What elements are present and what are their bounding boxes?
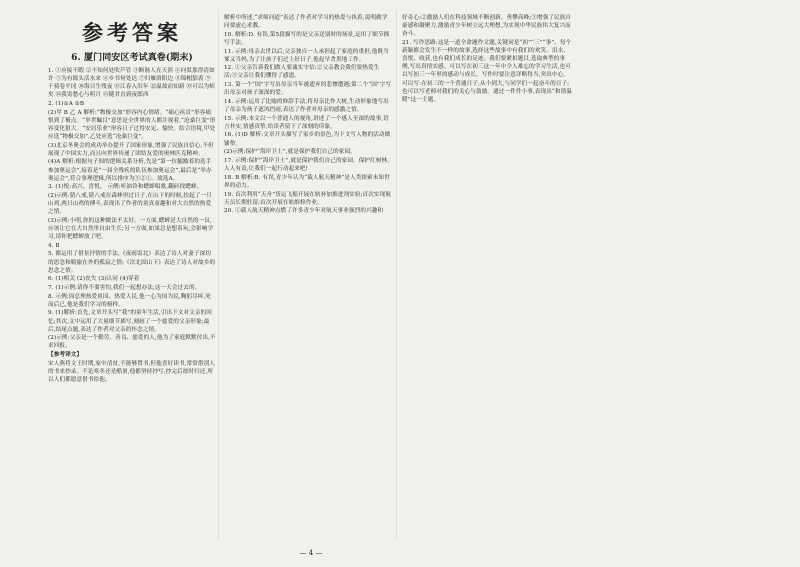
page-number: — 4 — [299,549,323,557]
answer-paragraph: (3)示例:小明,你的这种做法不太好。一方面,蟋蟀是大自然的一员,应该让它在大自然里自由生长;另一方面,如果总是想着玩,会影响学习,请你把蟋蟀放了吧。 [48,217,214,241]
answer-paragraph: 13. 第一个“国”字写出母亲当年被遗弃的悲惨遭遇;第二个“国”字写出母亲对孩子深深的爱。 [224,82,392,97]
answer-paragraph: (2)示例:保护“海岸卫士”,就是保护我们自己的家园。 [224,149,356,156]
answer-paragraph: (2)甲 B 乙 A 解析:“物极交加”形容内心情绪。“痛心疾首”形容痛恨到了极点。“举世瞩目”意思是全世界的人都注视着,“沧桑巨变”形容变化很大。“安居乐业”形容日子过得安定、愉快。结合语境,甲处应选“物极交加”,乙处应选“沧桑巨变”。 [48,109,216,140]
column-divider [218,10,219,540]
answer-column-1 [48,14,216,385]
answer-paragraph: 11. 示例:母亲去世以后,父亲独自一人承担起了家庭的重担,他既当爹又当妈,为了让孩子们过上好日子,他起早贪黑地工作。 [224,48,389,63]
answer-paragraph: 21. 写作思路:这是一道全命题作文题,关键词是“初”“三”“事”。每个新颖都会发生不一样的故事,选择这些故事中有我们的欢笑、泪水、喜悦、收获,也有我们成长的足迹。我们要紧扣题目,选取典型的事例,写出真情实感。可以写在初三这一年中令人难忘的学习生活,也可以写初三一年里的感动与成长。写作时要注意详略得当,突出中心。 [402,39,572,79]
answer-paragraph: 解析中所述,“求师问道”表达了作者对学习的热爱与执着,说明做学问要虚心求教。 [224,15,388,30]
answer-paragraph: 18. B 解析:B. 有误,青少年认为“载人航天精神”是人类探索未知世界的动力。 [224,174,390,189]
answer-paragraph: (2)示例:父亲是一个勤劳、善良、慈爱的人,他为了家庭默默付出,不求回报。 [48,335,216,350]
answer-list [224,14,392,215]
page-title: 参考答案 [82,20,182,45]
answer-paragraph: 宋人燕将文王时期,家中清贫,不能够置书,但他喜好读书,常常借别人的书来抄录。不论寒冬还是酷暑,他都坚持抄写,抄完后按时归还,所以人们都愿意借书给他。 [48,360,215,383]
answer-paragraph: 8. 示例:周总理热爱祖国、热爱人民,他一心为国为民,鞠躬尽瘁,死而后已,他是我们学习的榜样。 [48,293,212,308]
answer-paragraph: (2)示例:猜八戒,猜八戒在森林里过日子,在山下的时候,扶起了一只山鸡,两只山鸡的搏斗,表现出了作者的童真童趣和对大自然的热爱之情。 [48,192,212,216]
answer-paragraph: 12. ①父亲告诉我们做人要诚实守信;②父亲教会我们要热爱生活;③父亲让我们懂得了感恩。 [224,65,380,80]
answer-paragraph: 5. 都运用了借景抒情的手法,《夜雨寄北》表达了诗人对妻子深切的思念和羁旅在外的孤寂之情;《次北固山下》表达了诗人对故乡的思念之情。 [48,251,216,274]
answer-paragraph: 9. (1)解析:首先,文章开头写“我”的童年生活,引出下文对父亲的回忆;其次,文中运用了大量细节描写,刻画了一个慈爱的父亲形象;最后,结尾点题,表达了作者对父亲的怀念之情。 [48,310,212,333]
answer-paragraph: 6. (1)相关 (2)丧失 (3)认同 (4)穿着 [48,276,140,283]
answer-paragraph: 20. ①载人航天精神点燃了许多青少年对航天事业强烈的兴趣和 [224,208,384,215]
column-divider [396,10,397,540]
answer-paragraph: 7. (1)示例:请你不要害怕,我们一起想办法,这一天会过去的。 [48,284,201,291]
answer-list [48,67,216,384]
exam-subtitle: 6. 厦门同安区考试真卷(期末) [71,53,193,63]
answer-paragraph: 2. (1)①A ②B [48,100,85,107]
answer-column-2 [224,14,392,216]
answer-paragraph: (4)A 解析:根据句子间的逻辑关系分析,先是“第一位腿跛着的选手参加奥运会”,接着是“一届全残疾的队伍参加奥运会”,最后是“举办奥运会”,符合事理逻辑,所以排序为③②①。故选A。 [48,159,212,182]
answer-paragraph: 好奇心;②激励人们在科技领域不断创新、勇攀高峰;③增强了民族自豪感和凝聚力,激励青少年树立远大理想,为实现中华民族伟大复兴而奋斗。 [402,15,572,38]
answer-paragraph: 可以写:在初三的一个普通日子,从小到大,与同学们一起奋斗的日子;也可以写老师对我们的关心与鼓励。通过一件件小事,表现出“和谐温暖”这一主题。 [402,80,572,104]
answer-paragraph: 10. 解析:D. 有误,第5段描写的是父亲送别时的场景,运用了细节描写手法。 [224,31,390,46]
answer-paragraph: 【参考译文】 [48,352,83,359]
answer-paragraph: 16. (1)D 解析:文章开头描写了家乡的景色,为下文写人物的活动做铺垫。 [224,132,391,147]
answer-paragraph: 14. 示例:运用了比喻的修辞手法,将母亲比作大树,生动形象地写出了母亲为孩子遮风挡雨,表达了作者对母亲的感激之情。 [224,98,389,113]
answer-paragraph: (3)北京冬奥会的成功举办提升了国家形象,增强了民族自信心,不但展现了中国实力,而且向世界传递了团结友爱的奥林匹克精神。 [48,142,214,157]
answer-paragraph: 3. (1)悦:高兴、喜悦。 示例:听油铃和蟋蟀唱歌,翻砖找蟋蟀。 [48,184,203,191]
answer-paragraph: 19. 首次利用“天舟”货运飞船开展在轨补加推进剂实验;首次实现航天员长期驻留;首次开展在轨维修作业。 [224,191,392,206]
answer-column-3 [402,14,572,105]
answer-paragraph: 15. 示例:本文以一个普通人的视角,讲述了一个感人至深的故事,语言朴实,情感真挚,给读者留下了深刻的印象。 [224,115,389,130]
answer-list [402,14,572,104]
answer-paragraph: 17. 示例:保护“海岸卫士”,就是保护我们自己的家园。保护红树林,人人有责,让我们一起行动起来吧! [224,157,390,173]
answer-paragraph: 4. B [48,242,60,249]
answer-paragraph: 1. ①应接不暇 ②不知何处吹芦管 ③断肠人在天涯 ④问渠那得清如许 ⑤为有源头活水来 ⑥乡书何处达 ⑦归雁洛阳边 ⑧锦帽貂裘 ⑨千骑卷平冈 ⑩海日生残夜 ⑪江春入旧年 ⑫温故而知新 ⑬可以为师矣 ⑭我寄愁心与明月 ⑮随君直到夜郎西 [48,68,215,99]
